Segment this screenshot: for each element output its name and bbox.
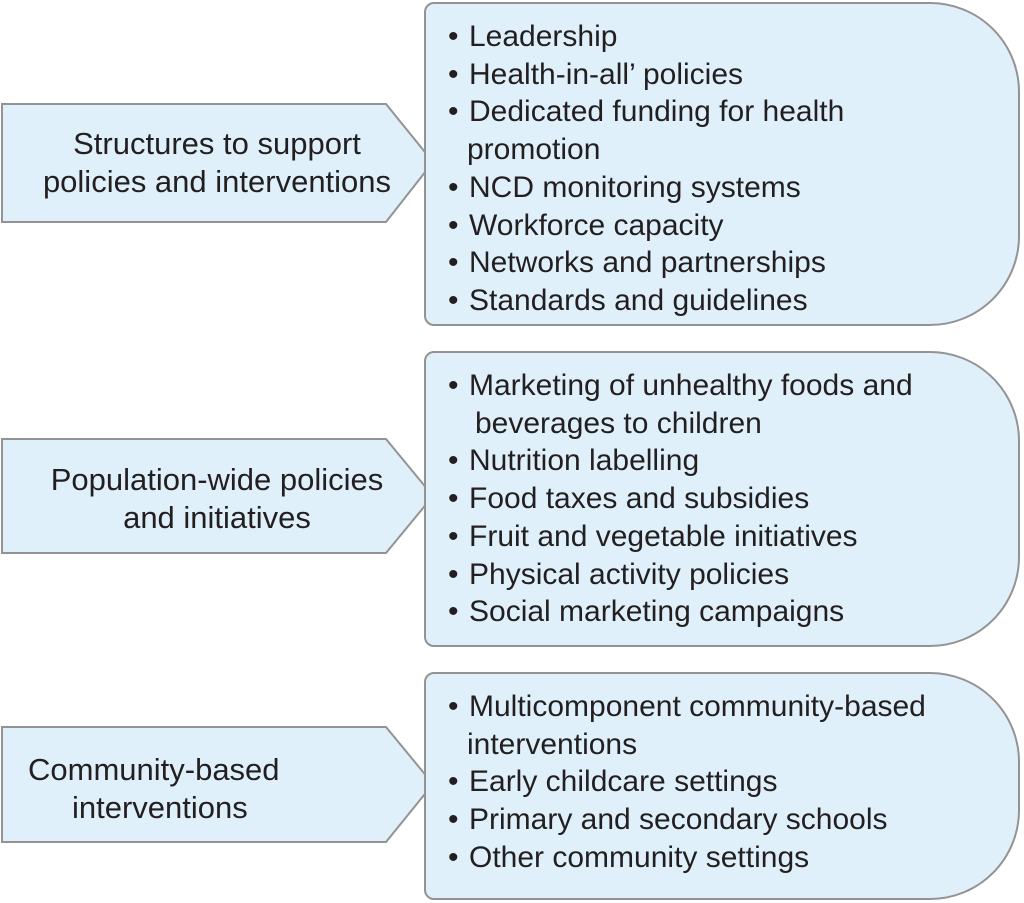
list-item — [444, 763, 1008, 801]
bullet-icon: • — [448, 246, 459, 280]
bullet-icon: • — [448, 283, 459, 317]
item-text: Standards and guidelines — [469, 283, 808, 317]
item-list — [444, 367, 1008, 631]
bullet-icon: • — [448, 840, 459, 874]
list-item — [444, 480, 1008, 518]
list-item — [444, 207, 1008, 245]
content-box-structures — [424, 2, 1020, 326]
list-item — [444, 282, 1008, 320]
list-item — [444, 518, 1008, 556]
item-text: Fruit and vegetable initiatives — [469, 519, 858, 553]
bullet-icon: • — [448, 482, 459, 516]
item-text: Food taxes and subsidies — [469, 482, 810, 516]
list-item — [444, 442, 1008, 480]
item-list — [444, 688, 1008, 877]
item-text: Early childcare settings — [469, 765, 778, 799]
bullet-icon: • — [448, 444, 459, 478]
bullet-icon: • — [448, 369, 459, 402]
category-line: interventions — [72, 790, 248, 825]
item-text: Social marketing campaigns — [469, 595, 845, 629]
item-text: Physical activity policies — [469, 557, 790, 591]
category-label-community — [8, 751, 426, 827]
item-text: Multicomponent community-based — [469, 690, 926, 723]
item-text: Other community settings — [469, 840, 810, 874]
item-text-continued: interventions — [467, 727, 638, 761]
bullet-icon: • — [448, 690, 459, 723]
list-item — [444, 367, 1008, 442]
category-line: Population-wide policies — [50, 462, 384, 497]
bullet-icon: • — [448, 57, 459, 91]
item-text-continued: beverages to children — [475, 406, 762, 440]
list-item — [444, 556, 1008, 594]
category-label-population — [8, 461, 426, 537]
item-text: Marketing of unhealthy foods and — [469, 369, 913, 402]
bullet-icon: • — [448, 595, 459, 629]
category-label-structures — [8, 125, 426, 201]
bullet-icon: • — [448, 20, 459, 53]
list-item — [444, 56, 1008, 94]
bullet-icon: • — [448, 170, 459, 204]
item-text: Health-in-all’ policies — [469, 57, 743, 91]
item-text: Dedicated funding for health — [469, 95, 845, 129]
bullet-icon: • — [448, 208, 459, 242]
list-item — [444, 593, 1008, 631]
item-text: Nutrition labelling — [469, 444, 700, 478]
item-list — [444, 18, 1008, 320]
list-item — [444, 169, 1008, 207]
bullet-icon: • — [448, 95, 459, 129]
bullet-icon: • — [448, 557, 459, 591]
item-text-continued: promotion — [467, 133, 601, 167]
item-text: Leadership — [469, 20, 618, 53]
category-line: policies and interventions — [42, 164, 392, 199]
list-item — [444, 244, 1008, 282]
list-item — [444, 18, 1008, 56]
item-text: Networks and partnerships — [469, 246, 826, 280]
list-item — [444, 839, 1008, 877]
content-box-community — [424, 672, 1020, 900]
list-item — [444, 801, 1008, 839]
item-text: Primary and secondary schools — [469, 803, 888, 837]
list-item — [444, 688, 1008, 763]
bullet-icon: • — [448, 803, 459, 837]
bullet-icon: • — [448, 765, 459, 799]
bullet-icon: • — [448, 519, 459, 553]
list-item — [444, 93, 1008, 168]
item-text: NCD monitoring systems — [469, 170, 801, 204]
category-line: Structures to support — [73, 126, 361, 161]
category-line: Community-based — [28, 752, 280, 787]
item-text: Workforce capacity — [469, 208, 724, 242]
category-line: and initiatives — [123, 500, 311, 535]
content-box-population — [424, 351, 1020, 647]
